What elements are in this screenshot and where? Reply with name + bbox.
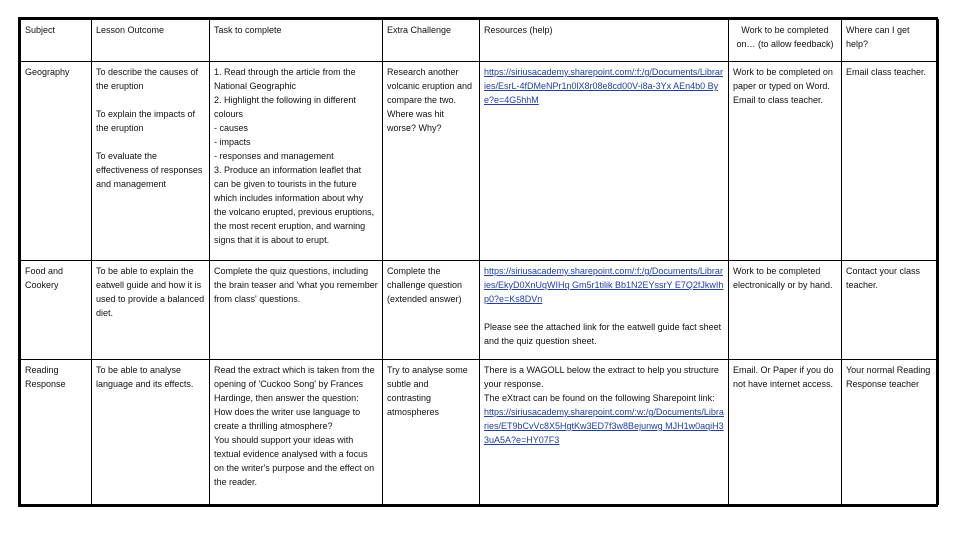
- outcome-item: To explain the impacts of the eruption: [96, 109, 196, 133]
- header-subject: Subject: [21, 20, 92, 62]
- cell-task: [210, 62, 383, 261]
- task-text: 1. Read through the article from the National Geographic 2. Highlight the following in different colours - causes - impacts - responses and management 3. Produce an information leaflet that can be given to tourists in the future which includes information about why the volcano erupted, previous eruptions, the most recent eruption, and warning signs that it is about to erupt.: [214, 67, 375, 245]
- header-work-completed-on: Work to be completed on… (to allow feedback): [729, 20, 842, 62]
- header-task: Task to complete: [210, 20, 383, 62]
- cell-task: [210, 360, 383, 505]
- header-where-help: Where can I get help?: [842, 20, 939, 62]
- header-row: [21, 20, 939, 62]
- cell-subject: Food and Cookery: [21, 261, 92, 360]
- cell-work-completed: Work to be completed electronically or by hand.: [729, 261, 842, 360]
- cell-extra-challenge: Complete the challenge question (extended answer): [383, 261, 480, 360]
- task-text: Read the extract which is taken from the opening of 'Cuckoo Song' by Frances Hardinge, then answer the question: How does the writer use language to create a thrilling atmosphere? You should support your ideas with textual evidence analysed with a focus on the writer's purpose and the effect on the reader.: [214, 365, 375, 487]
- table-row-food-cookery: [21, 261, 939, 360]
- outcome-item: To be able to explain the eatwell guide and how it is used to provide a balanced diet.: [96, 266, 205, 318]
- cell-outcomes: [92, 261, 210, 360]
- header-resources: Resources (help): [480, 20, 729, 62]
- table-row-reading-response: [21, 360, 939, 505]
- header-lesson-outcome: Lesson Outcome: [92, 20, 210, 62]
- cell-help: Contact your class teacher.: [842, 261, 939, 360]
- cell-resources: [480, 261, 729, 360]
- outcome-item: To evaluate the effectiveness of responses and management: [96, 151, 203, 189]
- cell-outcomes: [92, 360, 210, 505]
- cell-extra-challenge: Research another volcanic eruption and compare the two. Where was hit worse? Why?: [383, 62, 480, 261]
- cell-resources: [480, 360, 729, 505]
- cell-resources: [480, 62, 729, 261]
- outcome-item: To describe the causes of the eruption: [96, 67, 199, 91]
- resource-link[interactable]: https://siriusacademy.sharepoint.com/:f:/g/Documents/Libraries/EsrL-4fDMeNPr1n0lX8r08e8cd00V-i8a-3Yx AEn4b0 Bye?e=4G5hhM: [484, 67, 723, 105]
- table-row-geography: [21, 62, 939, 261]
- cell-task: [210, 261, 383, 360]
- resource-link[interactable]: https://siriusacademy.sharepoint.com/:f:/g/Documents/Libraries/EkyD0XnUqWIHq Gm5r1tilik Bb1N2EYssrY E7Q2fJkwIhp0?e=Ks8DVn: [484, 266, 724, 304]
- cell-help: Email class teacher.: [842, 62, 939, 261]
- lesson-plan-table: [18, 17, 938, 507]
- resource-link[interactable]: https://siriusacademy.sharepoint.com/:w:/g/Documents/Libraries/ET9bCvVc8X5HgtKw3ED7f3w8Bejunwg MJH1w0aqiH33uA5A?e=HY07F3: [484, 407, 724, 445]
- cell-extra-challenge: Try to analyse some subtle and contrasting atmospheres: [383, 360, 480, 505]
- cell-subject: Reading Response: [21, 360, 92, 505]
- cell-subject: Geography: [21, 62, 92, 261]
- cell-work-completed: Email. Or Paper if you do not have internet access.: [729, 360, 842, 505]
- header-extra-challenge: Extra Challenge: [383, 20, 480, 62]
- outcome-item: To be able to analyse language and its effects.: [96, 365, 194, 389]
- resource-text: There is a WAGOLL below the extract to help you structure your response. The eXtract can be found on the following Sharepoint link:: [484, 365, 719, 403]
- resource-note: Please see the attached link for the eatwell guide fact sheet and the quiz question sheet.: [484, 322, 722, 346]
- cell-work-completed: Work to be completed on paper or typed on Word. Email to class teacher.: [729, 62, 842, 261]
- cell-help: Your normal Reading Response teacher: [842, 360, 939, 505]
- task-text: Complete the quiz questions, including the brain teaser and 'what you remember from class' questions.: [214, 266, 378, 304]
- cell-outcomes: [92, 62, 210, 261]
